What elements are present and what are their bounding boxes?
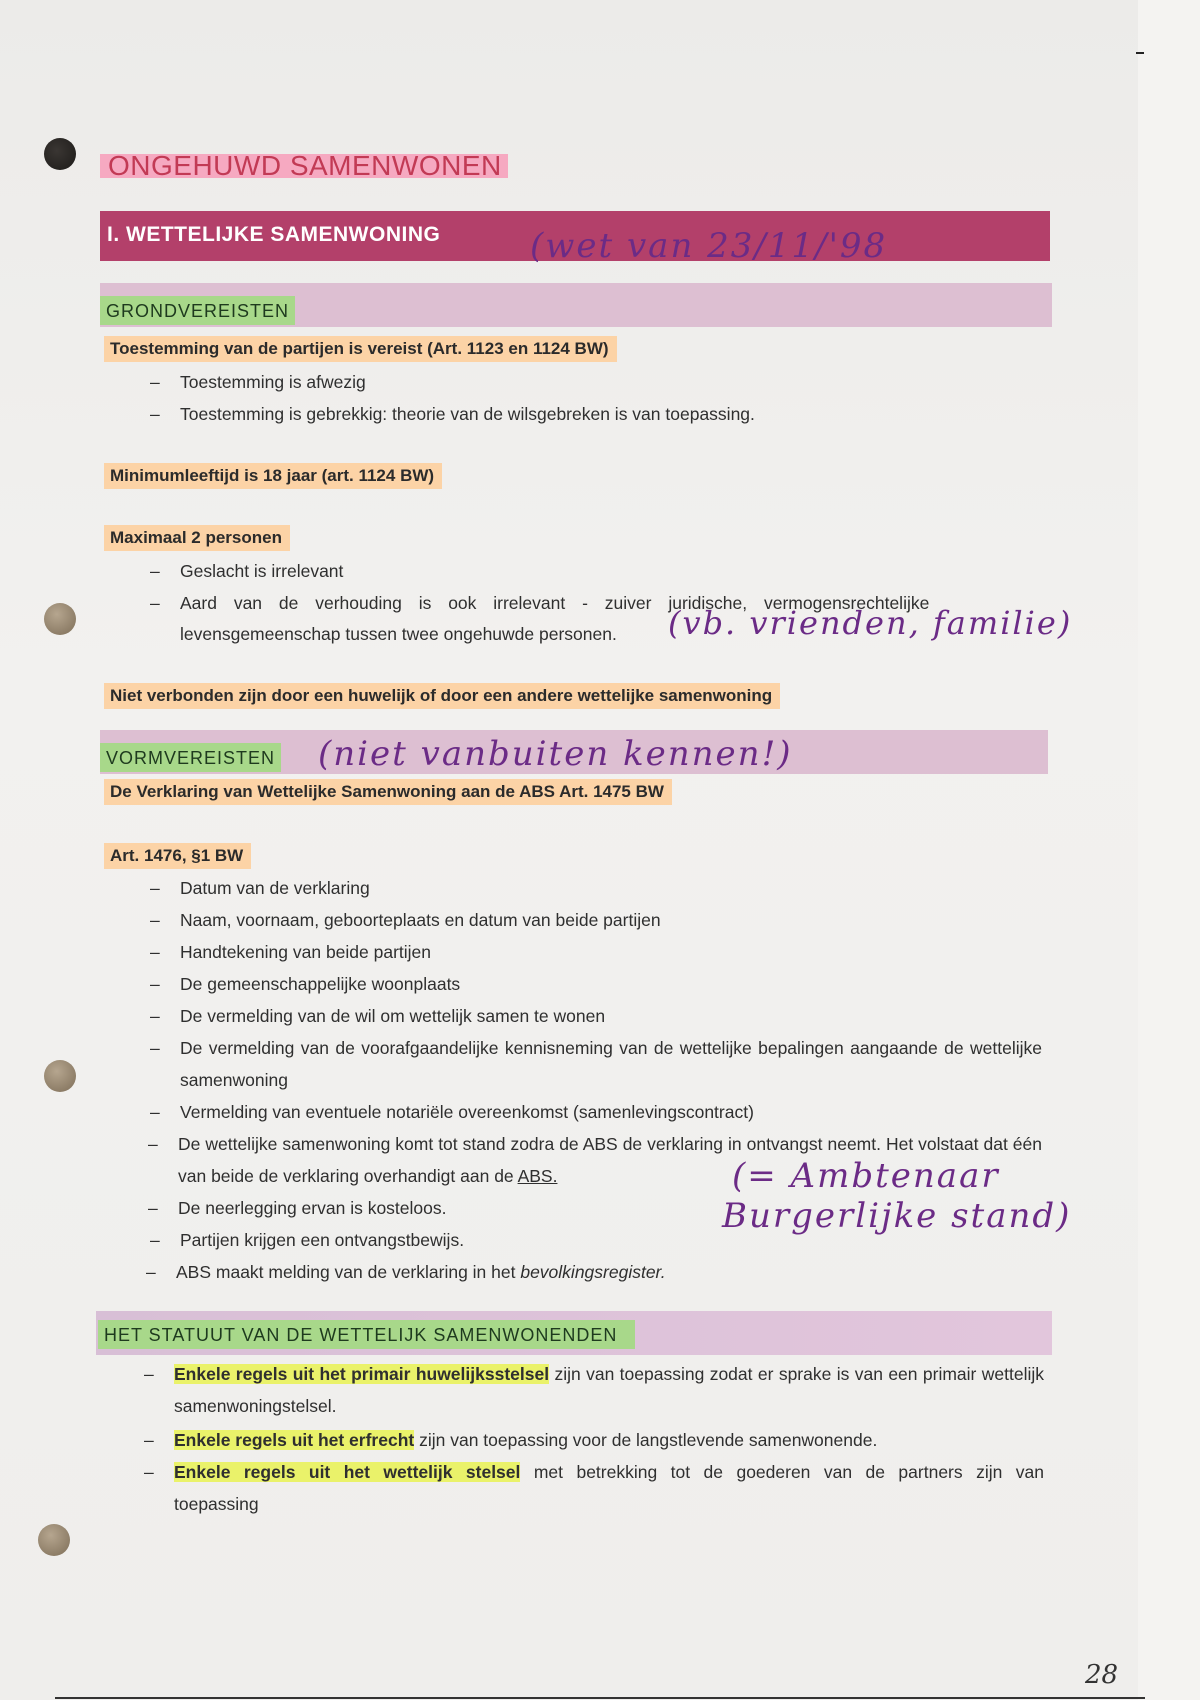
list-item: – Enkele regels uit het wettelijk stelsel met betrekking tot de goederen van de partners zijn van toepassing — [144, 1462, 1044, 1514]
requirement-heading: Toestemming van de partijen is vereist (Art. 1123 en 1124 BW) — [104, 336, 617, 362]
list-item: – Toestemming is afwezig — [150, 372, 366, 392]
subsection-label-grondvereisten: GRONDVEREISTEN — [100, 296, 295, 325]
abs-underlined: ABS. — [517, 1166, 558, 1186]
list-item: – Naam, voornaam, geboorteplaats en datum van beide partijen — [150, 910, 661, 930]
list-item: – De neerlegging ervan is kosteloos. — [148, 1198, 447, 1218]
list-item-continued: levensgemeenschap tussen twee ongehuwde personen. — [180, 624, 617, 644]
page-number: 28 — [1085, 1660, 1119, 1690]
punch-hole — [44, 1060, 76, 1092]
list-item: – Datum van de verklaring — [150, 878, 370, 898]
list-item: – ABS maakt melding van de verklaring in het bevolkingsregister. — [146, 1262, 666, 1282]
section-heading: I. WETTELIJKE SAMENWONING — [107, 223, 441, 246]
list-item: – De wettelijke samenwoning komt tot stand zodra de ABS de verklaring in ontvangst neemt. Het volstaat dat één van beide de verklaring overhandigt aan de ABS. — [148, 1134, 1042, 1186]
edge-mark — [1136, 52, 1144, 54]
handwritten-note: (vb. vrienden, familie) — [668, 604, 1073, 642]
list-item: – Enkele regels uit het primair huwelijksstelsel zijn van toepassing zodat er sprake is van een primair wettelijk samenwoningstelsel. — [144, 1364, 1044, 1416]
list-item: – Aard van de verhouding is ook irrelevant - zuiver juridische, vermogensrechtelijke — [150, 593, 930, 613]
requirement-heading: Maximaal 2 personen — [104, 525, 290, 551]
punch-hole — [44, 603, 76, 635]
requirement-heading: Niet verbonden zijn door een huwelijk of door een andere wettelijke samenwoning — [104, 683, 780, 709]
list-item: – De gemeenschappelijke woonplaats — [150, 974, 461, 994]
list-item: – De vermelding van de wil om wettelijk samen te wonen — [150, 1006, 606, 1026]
article-label: Art. 1476, §1 BW — [104, 843, 251, 869]
page-edge — [1138, 0, 1200, 1700]
list-item: – Enkele regels uit het erfrecht zijn van toepassing voor de langstlevende samenwonende. — [144, 1430, 878, 1450]
divider — [55, 1697, 1145, 1699]
list-item: – Geslacht is irrelevant — [150, 561, 344, 581]
subsection-label-vormvereisten: VORMVEREISTEN — [100, 743, 281, 772]
handwritten-note: Burgerlijke stand) — [722, 1196, 1072, 1236]
punch-hole — [44, 138, 76, 170]
page-title: ONGEHUWD SAMENWONEN — [100, 148, 508, 182]
requirement-heading: De Verklaring van Wettelijke Samenwoning aan de ABS Art. 1475 BW — [104, 779, 672, 805]
requirement-heading: Minimumleeftijd is 18 jaar (art. 1124 BW) — [104, 463, 442, 489]
handwritten-note: (wet van 23/11/'98 — [530, 226, 888, 266]
list-item: – Handtekening van beide partijen — [150, 942, 432, 962]
list-item: – De vermelding van de voorafgaandelijke kennisneming van de wettelijke bepalingen aangaande de wettelijke samenwoning — [150, 1038, 1042, 1090]
list-item: – Vermelding van eventuele notariële overeenkomst (samenlevingscontract) — [150, 1102, 754, 1122]
subsection-label-statuut: HET STATUUT VAN DE WETTELIJK SAMENWONENDEN — [98, 1320, 635, 1349]
punch-hole — [38, 1524, 70, 1556]
handwritten-note: (= Ambtenaar — [732, 1156, 1000, 1196]
handwritten-note: (niet vanbuiten kennen!) — [318, 734, 793, 774]
list-item: – Toestemming is gebrekkig: theorie van de wilsgebreken is van toepassing. — [150, 404, 755, 424]
list-item: – Partijen krijgen een ontvangstbewijs. — [150, 1230, 465, 1250]
